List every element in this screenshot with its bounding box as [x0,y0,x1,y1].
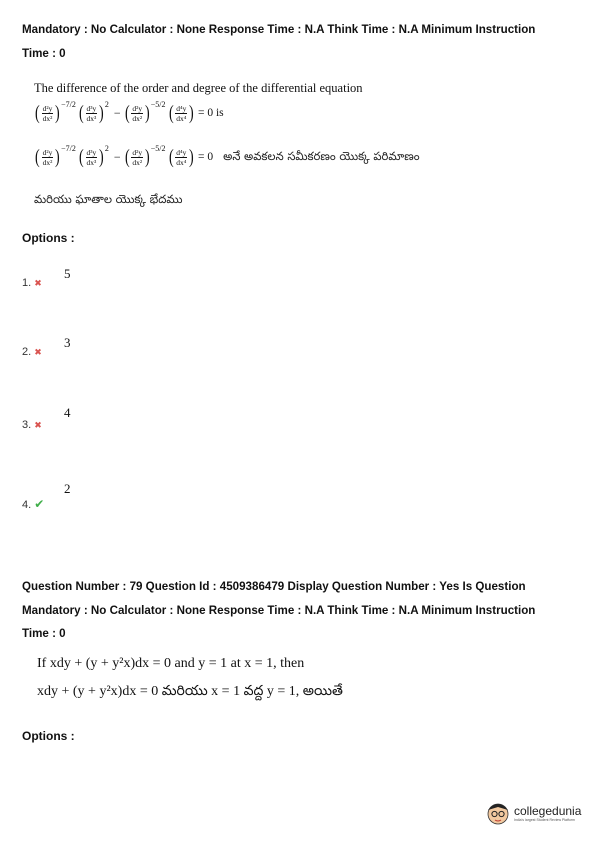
differential-equation-en [34,99,224,123]
exponent: −7/2 [61,143,76,153]
option-number: 1. [22,277,32,289]
frac-num: ( d⁴y [176,103,187,113]
question-text: The difference of the order and degree of the differential equation [34,81,363,95]
question-79-text-te: xdy + (y + y²x)dx = 0 మరియు x = 1 వద్ద y = 1, అయితే [37,684,343,699]
question-79-meta-line-3: Time : 0 [22,627,66,640]
option-2-value[interactable]: 3 [64,335,71,350]
question-79-options-label: Options : [22,729,75,743]
checkmark-icon: ✔ [34,497,45,511]
cross-icon: ✖ [34,347,42,357]
frac-den: dx⁴ [176,113,187,123]
option-4-value[interactable]: 2 [64,481,71,496]
differential-equation-te [34,143,420,167]
frac-num: ( d²y [132,103,143,113]
option-1[interactable] [22,277,42,289]
exponent: −7/2 [61,99,76,109]
telugu-text-line-1: అనే అవకలన సమీకరణం యొక్క పరిమాణం [223,148,420,163]
exponent: 2 [104,99,109,109]
option-number: 4. [22,499,32,511]
frac-num: ( d²y [42,103,53,113]
option-3[interactable] [22,419,42,431]
frac-den: dx³ [86,157,97,167]
frac-den: dx² [42,157,53,167]
question-79-meta [22,575,582,646]
minus-sign: − [113,105,121,120]
frac-den: dx² [42,113,53,123]
exponent: −5/2 [150,99,166,109]
logo-name: collegedunia [514,804,582,818]
options-label: Options : [22,231,75,245]
logo-tagline: India's largest Student Review Platform [514,818,575,822]
option-4[interactable] [22,497,44,511]
frac-num: ( d³y [86,147,97,157]
collegedunia-logo [486,800,581,826]
equation-suffix: = 0 is [198,107,224,119]
frac-den: dx² [132,113,143,123]
minus-sign: − [113,149,121,164]
exponent: 2 [104,143,109,153]
question-meta-line-1: Mandatory : No Calculator : None Response Time : N.A Think Time : N.A Minimum Instruction [22,23,536,36]
frac-den: dx³ [86,113,97,123]
option-2[interactable] [22,346,42,358]
question-meta [22,18,582,65]
mascot-icon [486,800,510,826]
frac-den: dx² [132,157,143,167]
option-3-value[interactable]: 4 [64,405,71,420]
question-79-meta-line-1: Question Number : 79 Question Id : 4509386479 Display Question Number : Yes Is Question [22,580,526,593]
option-number: 2. [22,346,32,358]
frac-num: ( d⁴y [176,147,187,157]
exponent: −5/2 [150,143,166,153]
option-1-value[interactable]: 5 [64,266,71,281]
question-79-meta-line-2: Mandatory : No Calculator : None Response Time : N.A Think Time : N.A Minimum Instruction [22,603,536,617]
equation-suffix: = 0 [198,151,214,163]
frac-num: ( d³y [86,103,97,113]
frac-num: ( d²y [132,147,143,157]
telugu-text-line-2: మరియు ఘాతాల యొక్క భేదము [34,192,183,206]
option-number: 3. [22,419,32,431]
frac-num: ( d²y [42,147,53,157]
cross-icon: ✖ [34,278,42,288]
cross-icon: ✖ [34,420,42,430]
frac-den: dx⁴ [176,157,187,167]
question-79-text-en: If xdy + (y + y²x)dx = 0 and y = 1 at x = 1, then [37,656,305,671]
question-meta-line-2: Time : 0 [22,46,66,60]
